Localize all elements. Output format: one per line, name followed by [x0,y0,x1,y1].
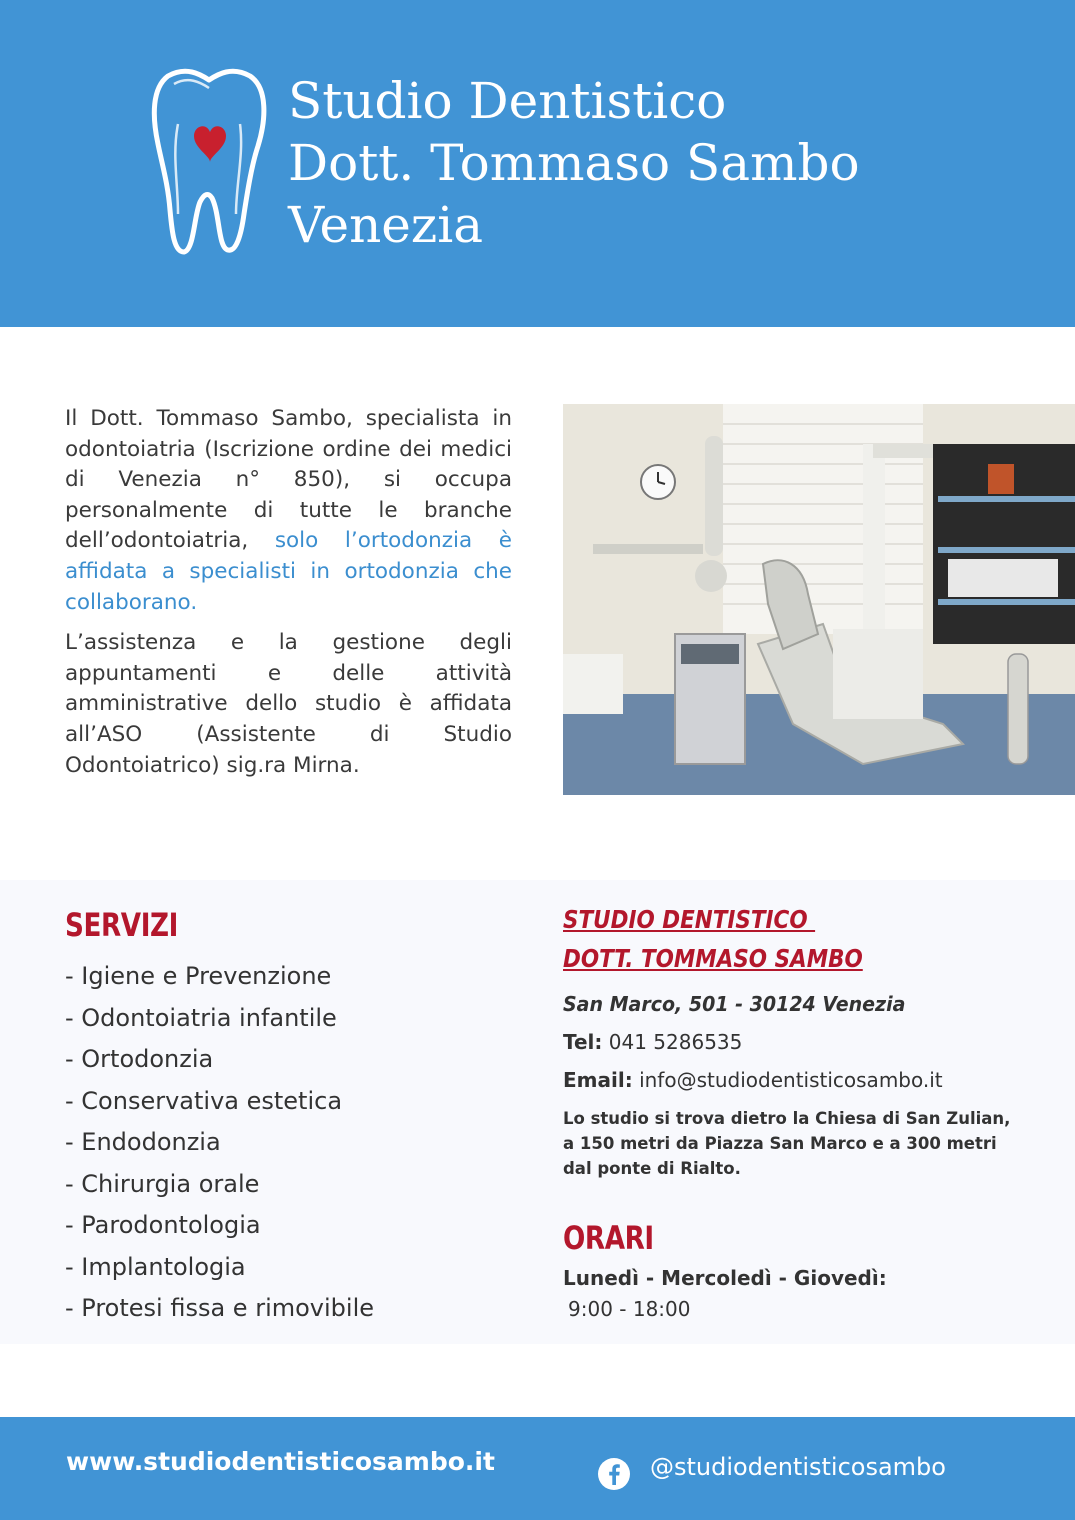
header-title-line-3: Venezia [288,196,484,254]
intro-paragraph-2: L’assistenza e la gestione degli appuntamenti e delle attività amministrative dello studio è affidata all’ASO (Assistente di Studio Odontoiatrico) sig.ra Mirna. [65,630,512,778]
phone-label: Tel: [563,1030,603,1054]
orari-title: ORARI [563,1219,654,1257]
list-item: - Igiene e Prevenzione [65,962,332,990]
servizi-list [65,956,374,1330]
studio-name-line-2: DOTT. TOMMASO SAMBO [563,944,863,973]
studio-address: San Marco, 501 - 30124 Venezia [563,992,906,1016]
facebook-icon[interactable] [597,1457,631,1491]
email-line [563,1068,943,1092]
orari-days: Lunedì - Mercoledì - Giovedì: [563,1266,887,1290]
list-item: - Chirurgia orale [65,1169,260,1198]
location-note: Lo studio si trova dietro la Chiesa di San Zulian, a 150 metri da Piazza San Marco e a 300 metri dal ponte di Rialto. [563,1109,1011,1178]
dental-office-photo [563,404,1075,795]
list-item: - Protesi fissa e rimovibile [65,1294,374,1322]
email-value: info@studiodentisticosambo.it [632,1068,943,1092]
phone-value: 041 5286535 [602,1030,743,1054]
list-item: - Ortodonzia [65,1045,214,1073]
header-title-line-1: Studio Dentistico [288,72,727,130]
phone-line [563,1030,742,1054]
tooth-heart-logo-icon [148,64,270,260]
list-item: - Implantologia [65,1252,246,1281]
facebook-handle[interactable]: @studiodentisticosambo [650,1453,946,1481]
list-item: - Odontoiatria infantile [65,1003,337,1032]
list-item: - Conservativa estetica [65,1086,343,1115]
website-link[interactable]: www.studiodentisticosambo.it [66,1447,495,1476]
header-banner [0,0,1075,327]
list-item: - Parodontologia [65,1211,261,1239]
intro-p1-text: Il Dott. Tommaso Sambo, specialista in odontoiatria (Iscrizione ordine dei medici di Venezia n° 850), si occupa personalmente di tutte le branche dell’odontoiatria, [65,406,512,554]
servizi-title: SERVIZI [65,906,179,944]
studio-name-heading [563,900,863,978]
footer-bar [0,1417,1075,1520]
intro-p1-highlight: solo l’ortodonzia è affidata a specialisti in ortodonzia che collaborano. [65,528,512,615]
studio-name-line-1: STUDIO DENTISTICO [563,905,816,934]
header-title-line-2: Dott. Tommaso Sambo [288,134,860,192]
orari-hours: 9:00 - 18:00 [568,1297,691,1321]
header-title [288,70,860,256]
intro-paragraph-1 [65,404,512,618]
intro-text [65,404,512,791]
list-item: - Endodonzia [65,1128,221,1156]
email-label: Email: [563,1068,633,1092]
